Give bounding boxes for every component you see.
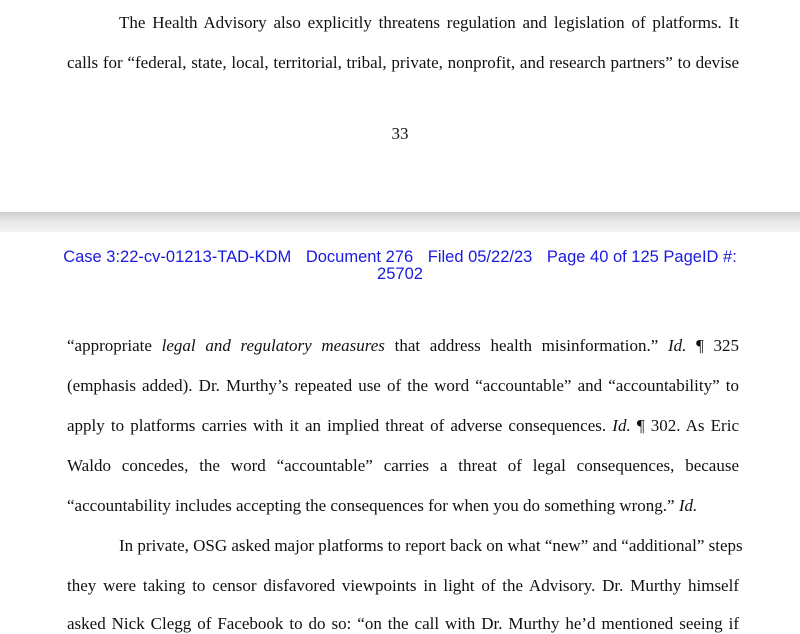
- document-page-40: [0, 232, 800, 633]
- paragraph-line: asked Nick Clegg of Facebook to do so: “on the call with Dr. Murthy he’d mentioned seeing if: [67, 614, 739, 633]
- filed-date: Filed 05/22/23: [427, 248, 533, 266]
- citation-id: Id.: [678, 496, 698, 515]
- paragraph-line: calls for “federal, state, local, territorial, tribal, private, nonprofit, and research partners” to devise: [67, 53, 739, 72]
- page-separator: [0, 212, 800, 232]
- paragraph-line: The Health Advisory also explicitly threatens regulation and legislation of platforms. It: [119, 13, 739, 32]
- paragraph-line: (emphasis added). Dr. Murthy’s repeated use of the word “accountable” and “accountability” to: [67, 376, 739, 395]
- court-filing-header: [0, 249, 800, 283]
- text-run: ¶ 325: [686, 336, 739, 355]
- emphasized-text: legal and regulatory measures: [161, 336, 385, 355]
- paragraph-line: they were taking to censor disfavored viewpoints in light of the Advisory. Dr. Murthy himself: [67, 576, 739, 595]
- text-run: apply to platforms carries with it an implied threat of adverse consequences.: [67, 416, 613, 435]
- paragraph-line: In private, OSG asked major platforms to report back on what “new” and “additional” steps: [119, 536, 743, 555]
- case-number: Case 3:22-cv-01213-TAD-KDM: [63, 248, 292, 266]
- paragraph-line: [67, 496, 739, 516]
- text-run: “appropriate: [67, 336, 162, 355]
- text-run: that address health misinformation.”: [384, 336, 668, 355]
- citation-id: Id.: [668, 336, 687, 355]
- page-id: 25702: [377, 265, 423, 283]
- document-page-33: [0, 0, 800, 212]
- text-run: ¶ 302. As Eric: [630, 416, 739, 435]
- paragraph-line: [67, 416, 739, 436]
- document-number: Document 276: [305, 248, 414, 266]
- page-count: Page 40 of 125 PageID #:: [546, 248, 737, 266]
- citation-id: Id.: [612, 416, 631, 435]
- paragraph-line: [67, 336, 739, 356]
- paragraph-line: Waldo concedes, the word “accountable” carries a threat of legal consequences, because: [67, 456, 739, 475]
- text-run: “accountability includes accepting the consequences for when you do something wrong.”: [67, 496, 679, 515]
- page-number: 33: [391, 124, 409, 143]
